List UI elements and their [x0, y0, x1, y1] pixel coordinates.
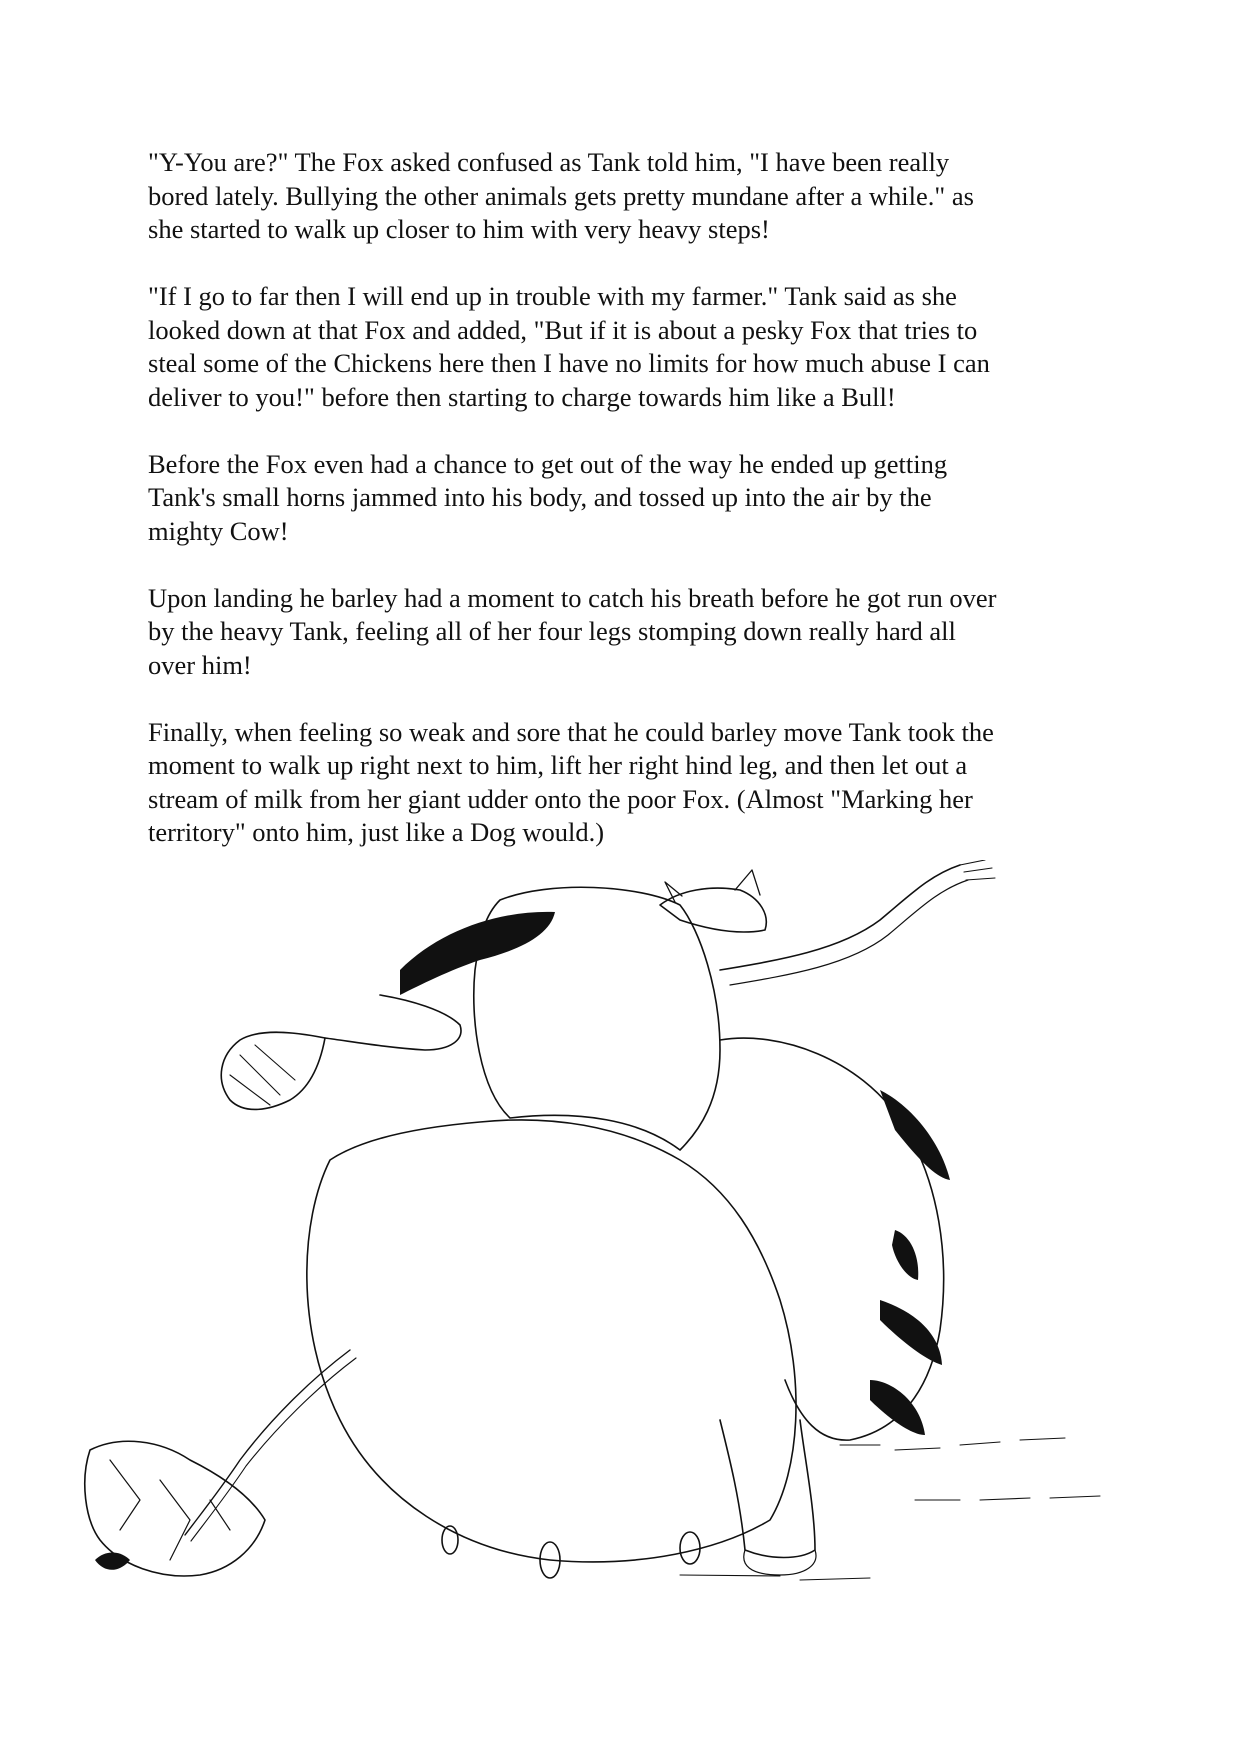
paragraph-3: Before the Fox even had a chance to get out of the way he ended up getting Tank's small horns jammed into his body, and tossed up into the air by the mighty Cow! [148, 448, 948, 546]
cow-raised-leg [325, 995, 461, 1050]
paragraph-2: "If I go to far then I will end up in trouble with my farmer." Tank said as she looked down at that Fox and added, "But if it is about a pesky Fox that tries to steal some of the Chickens here then I have no limits for how much abuse I can deliver to you!" before then starting to charge towards him like a Bull! [148, 281, 990, 412]
ground-lines [680, 1438, 1100, 1580]
cow-raised-hoof [221, 1032, 325, 1109]
paragraph-1: "Y-You are?" The Fox asked confused as Tank told him, "I have been really bored lately. Bullying the other animals gets pretty mundane after a while." as she started to walk up closer to him with very heavy steps! [148, 147, 974, 244]
story-text [148, 146, 1108, 883]
cow-spot-flank-1 [880, 1090, 950, 1180]
cow-and-fox-illustration [80, 860, 1160, 1620]
cow-spot-back [400, 912, 555, 995]
cow-body-outline [307, 1120, 796, 1562]
paragraph-5: Finally, when feeling so weak and sore that he could barley move Tank took the moment to walk up right next to him, lift her right hind leg, and then let out a stream of milk from her giant udder onto the poor Fox. (Almost "Marking her territory" onto him, just like a Dog would.) [148, 716, 994, 847]
paragraph-4: Upon landing he barley had a moment to catch his breath before he got run over by the heavy Tank, feeling all of her four legs stomping down really hard all over him! [148, 582, 997, 680]
cow-spot-flank-3 [880, 1300, 942, 1365]
cow-spot-flank-4 [870, 1380, 925, 1435]
cow-spot-flank-2 [892, 1230, 918, 1280]
milk-stream [185, 1350, 350, 1535]
cow-head [660, 888, 766, 932]
